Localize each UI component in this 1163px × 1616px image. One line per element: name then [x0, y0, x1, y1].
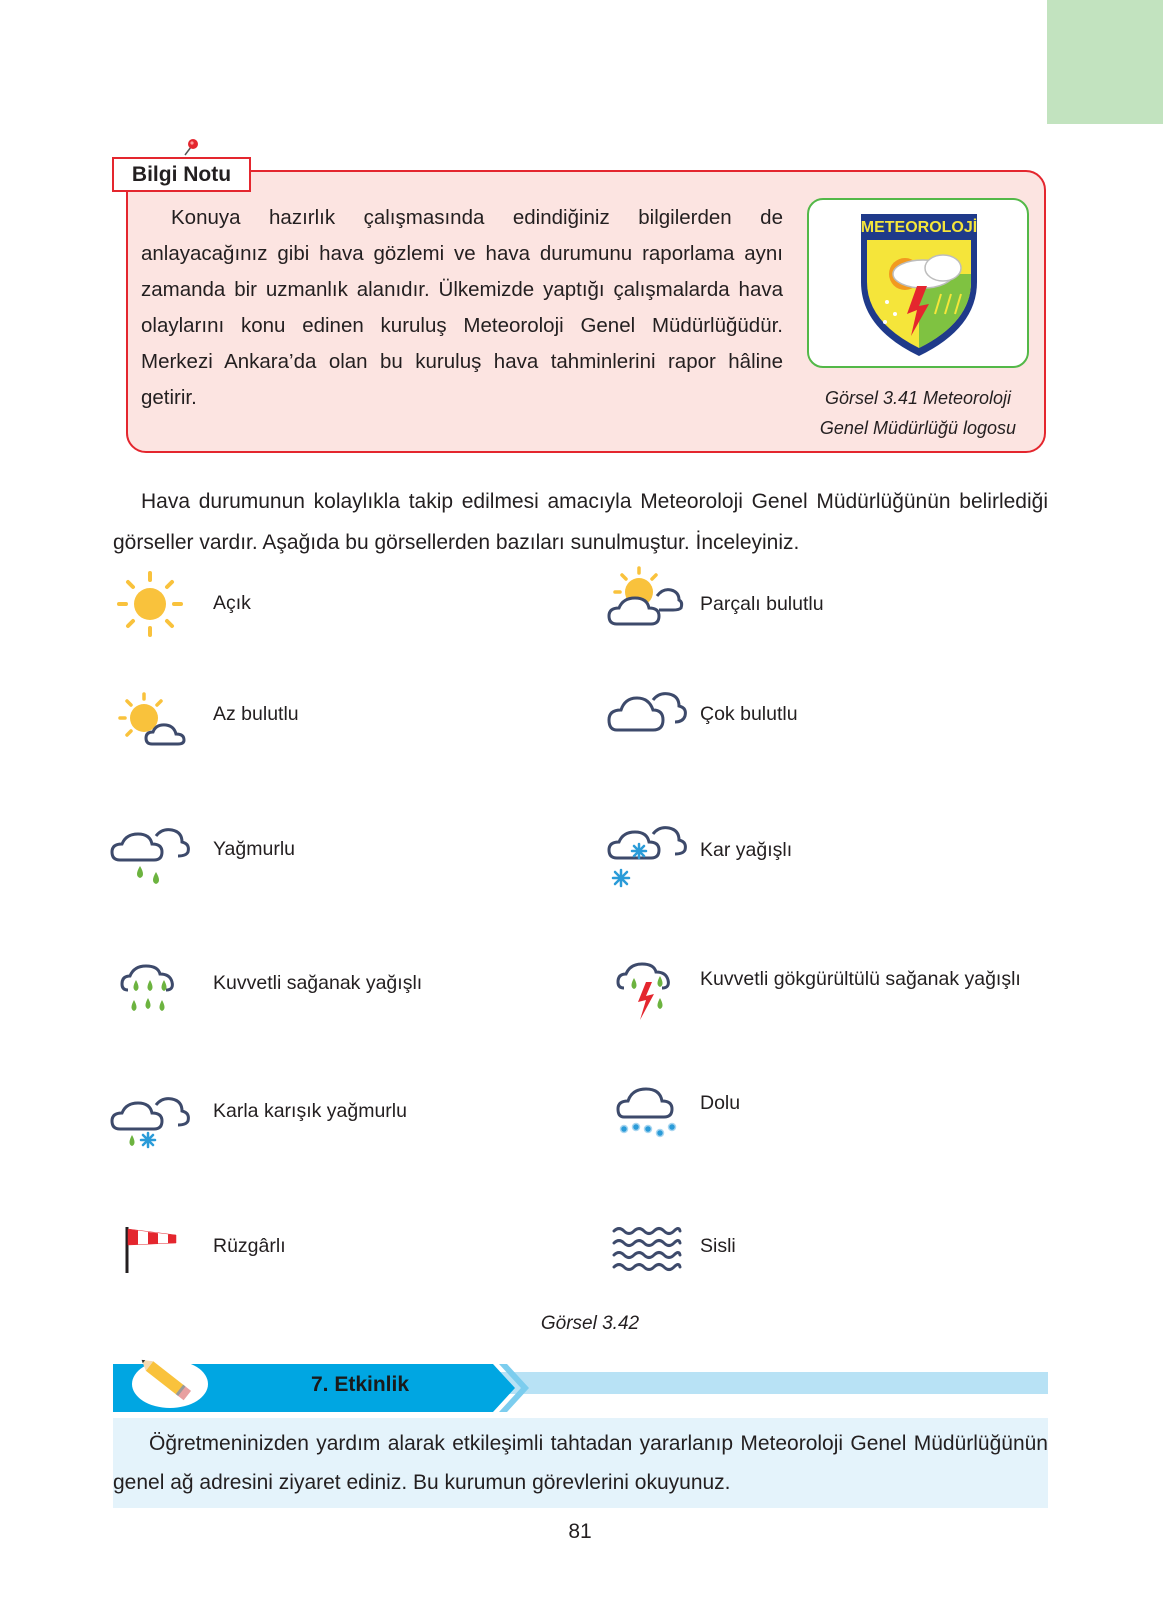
- pushpin-icon: [181, 138, 201, 158]
- symbol-label-clear: Açık: [213, 592, 251, 614]
- snow-icon: [607, 822, 691, 892]
- symbol-label-partly-cloudy: Parçalı bulutlu: [700, 593, 824, 615]
- sun-small-cloud-icon: [116, 692, 188, 752]
- symbol-label-thunder-shower: Kuvvetli gökgürültülü sağanak yağışlı: [700, 968, 1021, 990]
- chapter-color-tab: [1047, 0, 1163, 124]
- symbol-label-snow: Kar yağışlı: [700, 839, 793, 861]
- meteorology-logo-frame: [807, 198, 1029, 368]
- hail-icon: [616, 1085, 678, 1141]
- symbol-label-hail: Dolu: [700, 1092, 741, 1114]
- symbol-label-windy: Rüzgârlı: [213, 1235, 286, 1257]
- logo-caption: Görsel 3.41 Meteoroloji Genel Müdürlüğü logosu: [819, 388, 1017, 438]
- symbol-label-overcast: Çok bulutlu: [700, 703, 798, 725]
- clouds-icon: [607, 688, 691, 736]
- pencil-icon: [130, 1352, 210, 1410]
- symbol-label-heavy-shower: Kuvvetli sağanak yağışlı: [213, 972, 423, 994]
- windsock-icon: [122, 1225, 182, 1275]
- symbol-label-sleet: Karla karışık yağmurlu: [213, 1100, 407, 1122]
- activity-title: 7. Etkinlik: [310, 1373, 410, 1396]
- activity-text: Öğretmeninizden yardım alarak etkileşimli tahtadan yararlanıp Meteoroloji Genel Müdürlüğünün genel ağ adresini ziyaret ediniz. Bu kurumun görevlerini okuyunuz.: [113, 1432, 1048, 1494]
- symbol-label-fog: Sisli: [700, 1235, 736, 1257]
- intro-paragraph: Hava durumunun kolaylıkla takip edilmesi amacıyla Meteoroloji Genel Müdürlüğünün belirlediği görseller vardır. Aşağıda bu görsellerden bazıları sunulmuştur. İnceleyiniz.: [113, 490, 1048, 554]
- page-number: 81: [568, 1520, 592, 1543]
- figure-caption: Görsel 3.42: [540, 1313, 640, 1334]
- sun-icon: [117, 571, 183, 637]
- logo-text: METEOROLOJİ: [860, 219, 978, 236]
- info-note-text: Konuya hazırlık çalışmasında edindiğiniz bilgilerden de anlayacağınız gibi hava gözlemi ve hava durumunu raporlama aynı zamanda bir uzmanlık alanıdır. Ülkemizde yaptığı çalışmalarda hava olaylarını konu edinen kuruluş Meteoroloji Genel Müdürlüğüdür. Merkezi Ankara’da olan bu kuruluş hava tahminlerini rapor hâline getirir.: [141, 206, 783, 409]
- info-note-label: Bilgi Notu: [112, 157, 251, 192]
- fog-icon: [612, 1225, 682, 1275]
- meteorology-logo-icon: [857, 210, 981, 360]
- activity-header-bar: [113, 1364, 1048, 1418]
- partly-cloudy-icon: [607, 566, 685, 630]
- symbol-label-few-clouds: Az bulutlu: [213, 703, 299, 725]
- symbol-label-rain: Yağmurlu: [213, 838, 296, 860]
- heavy-shower-icon: [120, 960, 182, 1022]
- thunder-shower-icon: [616, 958, 678, 1024]
- rain-icon: [110, 822, 194, 890]
- sleet-icon: [110, 1093, 194, 1153]
